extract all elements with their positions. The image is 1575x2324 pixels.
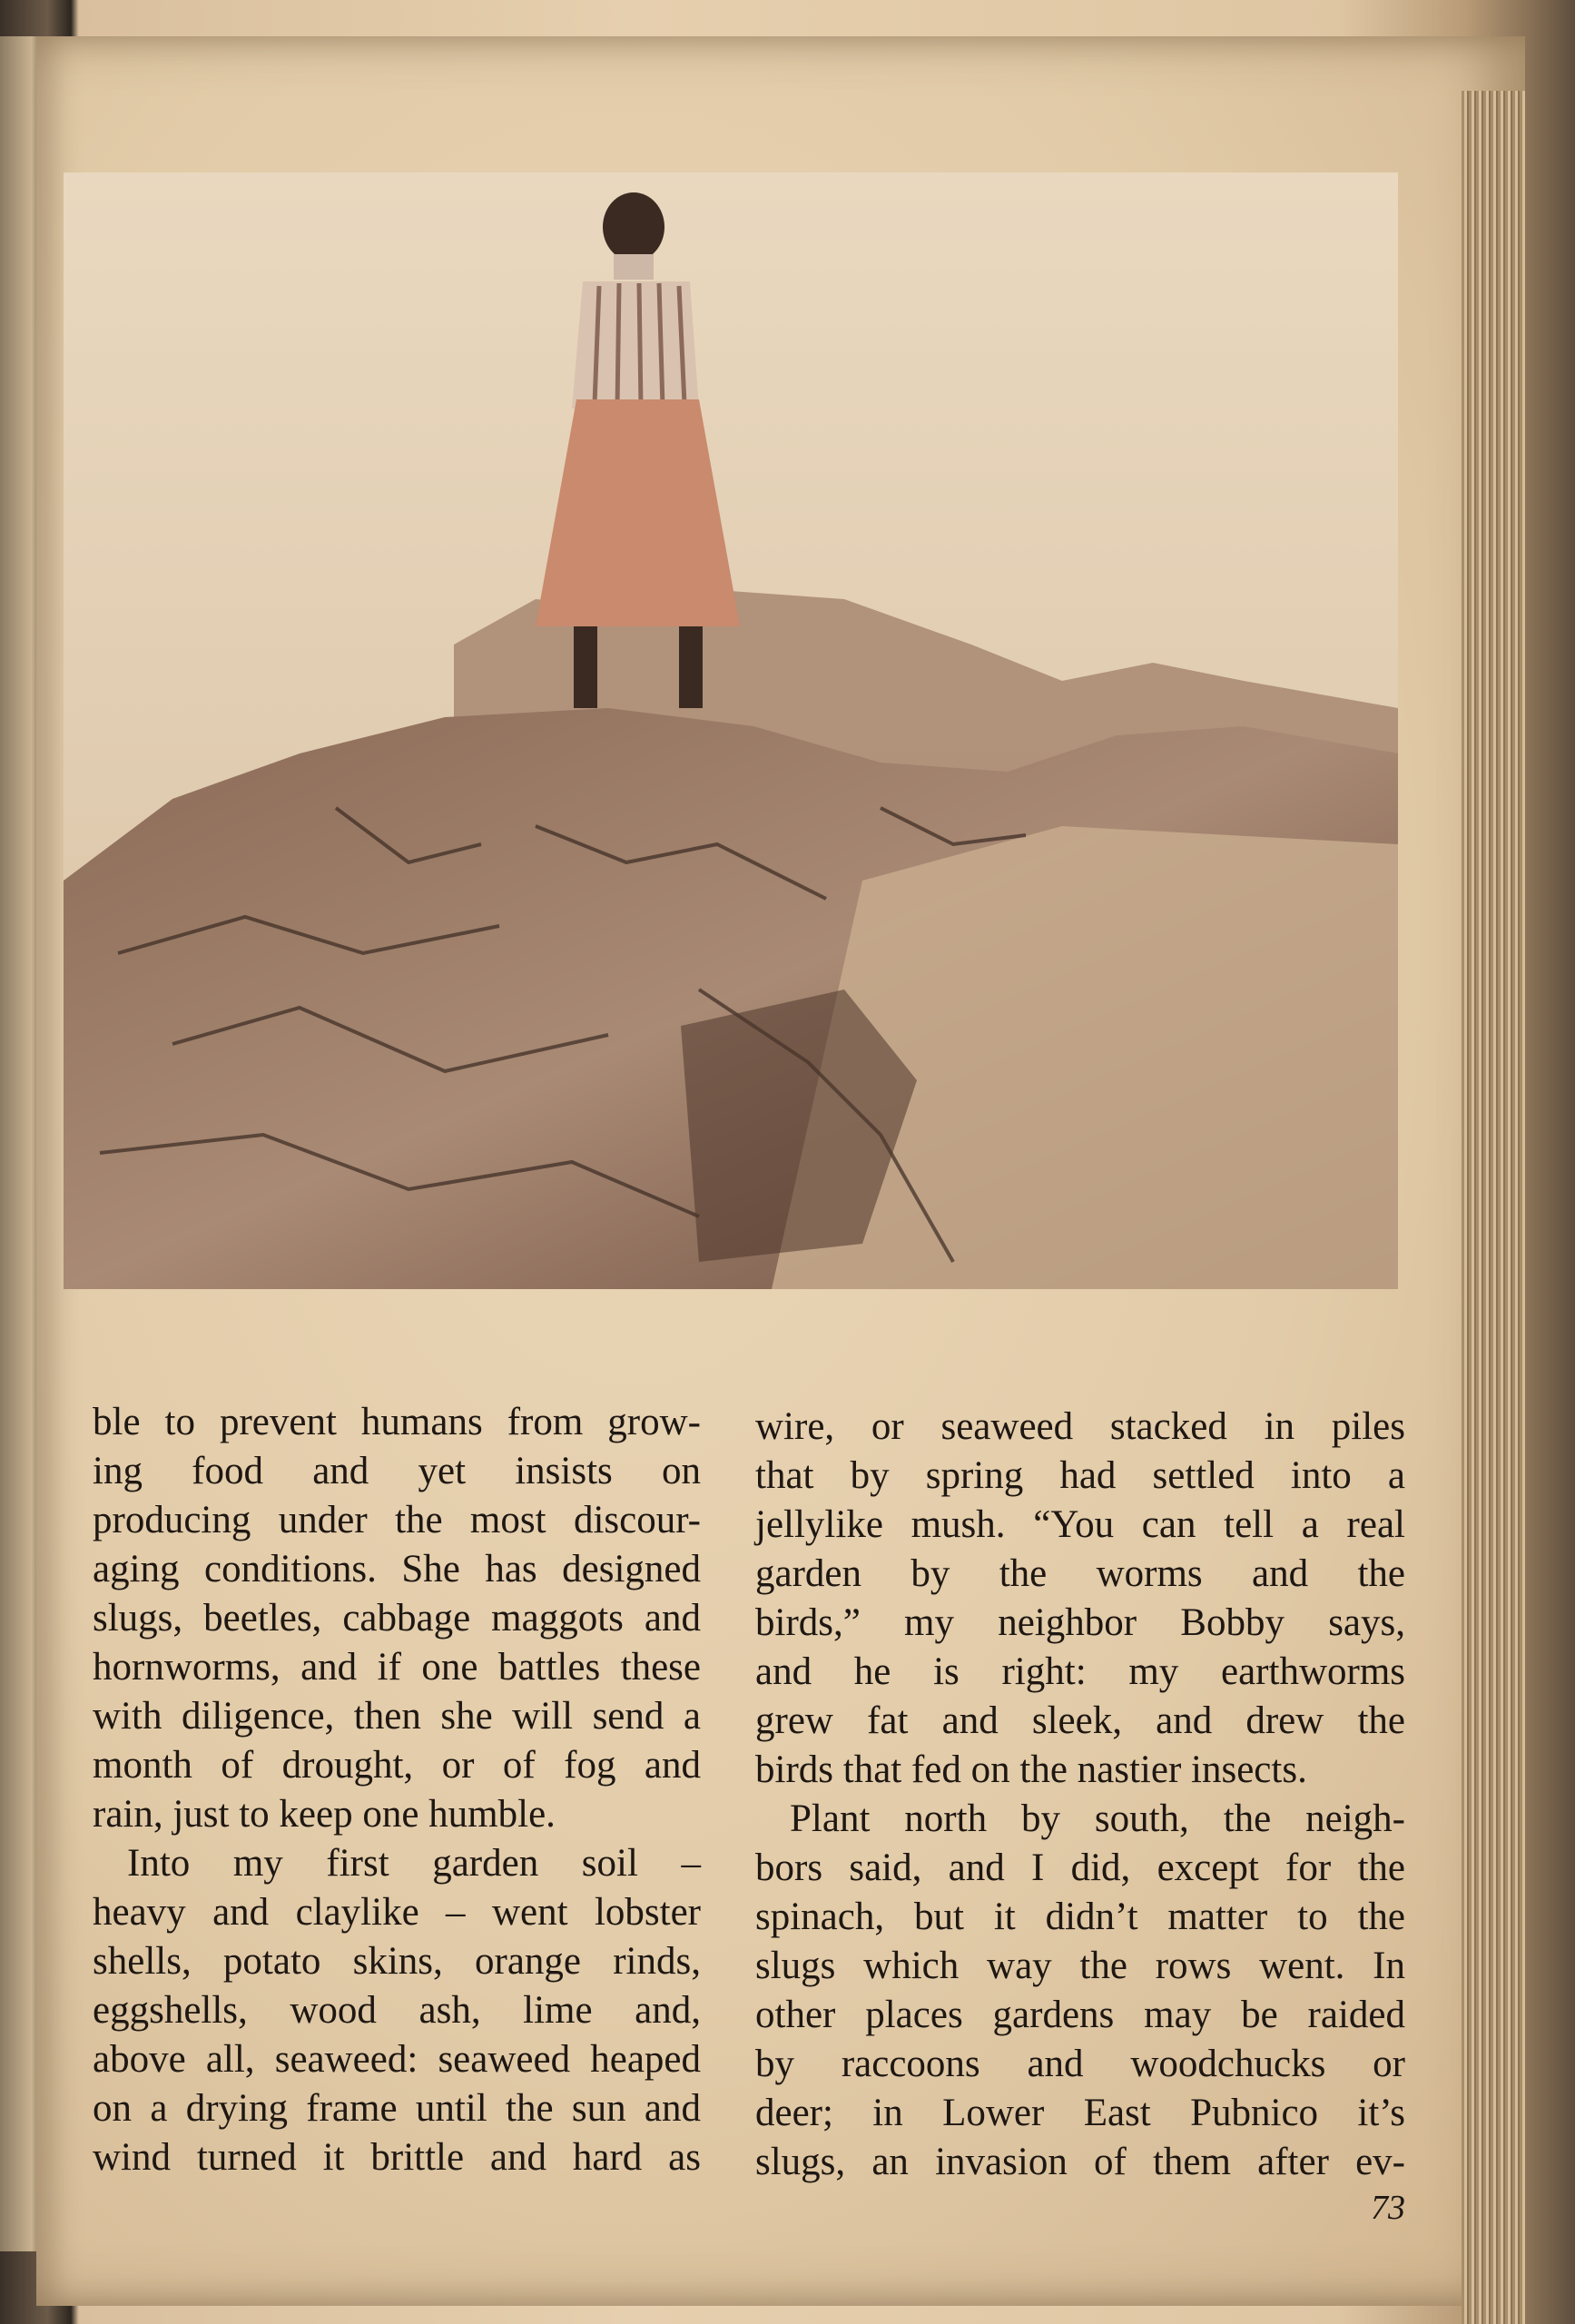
text-line: slugs, beetles, cabbage maggots and	[93, 1597, 701, 1640]
text-line: ble to prevent humans from grow-	[93, 1401, 701, 1443]
text-line: ing food and yet insists on	[93, 1450, 701, 1492]
book-page	[36, 36, 1525, 2306]
text-line: bors said, and I did, except for the	[755, 1846, 1405, 1889]
text-line: month of drought, or of fog and	[93, 1744, 701, 1787]
text-line: spinach, but it didn’t matter to the	[755, 1896, 1405, 1938]
text-line: wire, or seaweed stacked in piles	[755, 1405, 1405, 1448]
text-line: wind turned it brittle and hard as	[93, 2136, 701, 2179]
text-line: slugs which way the rows went. In	[755, 1945, 1405, 1987]
text-line: grew fat and sleek, and drew the	[755, 1699, 1405, 1742]
text-line: aging conditions. She has designed	[93, 1548, 701, 1590]
text-line: hornworms, and if one battles these	[93, 1646, 701, 1689]
text-line: rain, just to keep one humble.	[93, 1793, 556, 1836]
text-line: producing under the most discour-	[93, 1499, 701, 1541]
text-line: Into my first garden soil –	[127, 1842, 701, 1885]
text-line: jellylike mush. “You can tell a real	[755, 1503, 1405, 1546]
right-text-column	[755, 1403, 1405, 2187]
text-line: slugs, an invasion of them after ev-	[755, 2141, 1405, 2183]
text-line: by raccoons and woodchucks or	[755, 2043, 1405, 2085]
text-line: Plant north by south, the neigh-	[790, 1797, 1405, 1840]
text-line: that by spring had settled into a	[755, 1454, 1405, 1497]
text-line: with diligence, then she will send a	[93, 1695, 701, 1738]
left-text-column	[93, 1398, 701, 2182]
text-line: heavy and claylike – went lobster	[93, 1891, 701, 1934]
text-line: and he is right: my earthworms	[755, 1650, 1405, 1693]
text-line: garden by the worms and the	[755, 1552, 1405, 1595]
text-line: above all, seaweed: seaweed heaped	[93, 2038, 701, 2081]
page-number: 73	[1371, 2189, 1405, 2227]
page-stack-edges	[1462, 91, 1525, 2324]
text-line: shells, potato skins, orange rinds,	[93, 1940, 701, 1983]
text-line: deer; in Lower East Pubnico it’s	[755, 2092, 1405, 2134]
illustration-woman-on-rocks	[64, 172, 1398, 1289]
text-line: eggshells, wood ash, lime and,	[93, 1989, 701, 2032]
text-line: on a drying frame until the sun and	[93, 2087, 701, 2130]
text-line: birds that fed on the nastier insects.	[755, 1748, 1307, 1791]
text-line: other places gardens may be raided	[755, 1994, 1405, 2036]
text-line: birds,” my neighbor Bobby says,	[755, 1601, 1405, 1644]
